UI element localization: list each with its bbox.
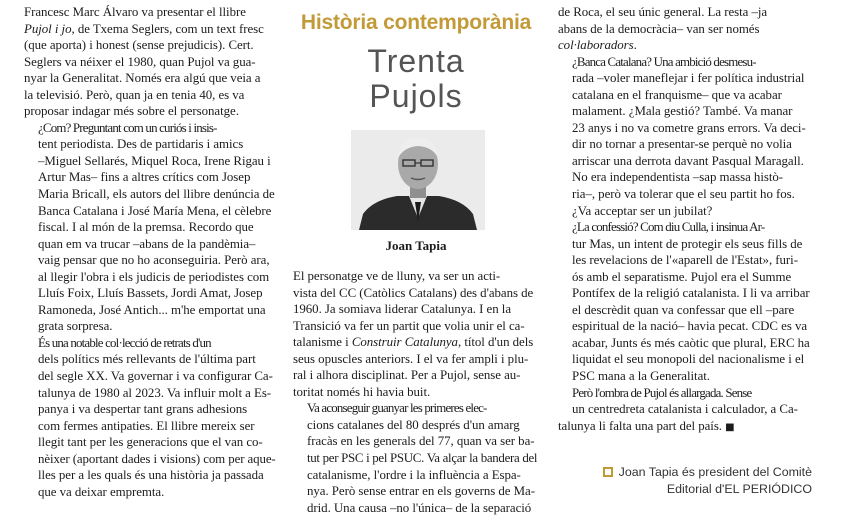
text-line: un centredreta catalanista i calculador, a Ca- [572, 402, 798, 417]
text-line: liquidat el seu monopoli del nacionalisme i el [572, 352, 805, 367]
headline-line-2: Pujols [369, 78, 463, 114]
text-line: acabar, Junts és més caòtic que plural, ERC ha [572, 335, 810, 350]
text-line: Francesc Marc Álvaro va presentar el llibre [24, 5, 246, 19]
author-footnote-line-1: Joan Tapia és president del Comitè [618, 465, 812, 479]
author-footnote-line-2: Editorial d'EL PERIÓDICO [666, 482, 812, 496]
text-line: talunya de 1980 al 2023. Va influir molt a Es- [38, 385, 272, 400]
text-line: ral i alhora disciplinat. Per a Pujol, sense au- [293, 368, 521, 383]
document-icon [603, 467, 613, 477]
text-line: PSC mana a la Generalitat. [572, 369, 710, 384]
text-line: Va aconseguir guanyar les primeres elec- [307, 401, 487, 416]
text-line: de Roca, el seu únic general. La resta –ja [558, 5, 768, 19]
text-line: dir no tornar a presentar-se perquè no volia [572, 137, 792, 152]
text-line: talanisme i Construir Catalunya, títol d'un dels [293, 335, 534, 350]
text-line: dels polítics més rellevants de l'última part [38, 352, 256, 367]
text-line: Pujol i jo, de Txema Seglers, com un text fresc [24, 21, 264, 36]
text-line: proposar indagar més sobre el personatge. [24, 104, 239, 119]
author-photo [351, 130, 485, 230]
author-byline: Joan Tapia [385, 238, 447, 253]
text-line: Transició va fer un partit que volia unir el ca- [293, 318, 525, 333]
text-line: la televisió. Però, quan ja en tenia 40, es va [24, 87, 245, 102]
text-line: panya i va despertar tant grans adhesions [38, 402, 248, 417]
text-line: Lluís Foix, Lluís Bassets, Jordi Amat, Josep [38, 286, 263, 301]
text-line: al llegir l'obra i els judicis de periodistes com [38, 269, 270, 284]
text-line: rada –voler maneflejar i fer política industrial [572, 71, 805, 86]
text-line: Artur Mas– fins a altres crítics com Josep [38, 170, 251, 185]
text-line: fracàs en les generals del 77, quan va ser ba- [307, 434, 535, 449]
author-footnote [600, 464, 812, 498]
article-column-left [24, 4, 276, 500]
text-line: vaig pensar que no ho aconseguiria. Però ara, [38, 253, 270, 268]
text-line: les revelacions de l'«aparell de l'Estat», furi- [572, 253, 798, 268]
text-line: arriscar una derrota davant Pasqual Maragall. [572, 153, 804, 168]
text-line: toritat només hi havia buit. [293, 384, 431, 399]
paragraph [558, 54, 820, 219]
text-line: tur Mas, un intent de protegir els seus fills de [572, 236, 803, 251]
text-line: ós amb el separatisme. Pujol era el Summe [572, 269, 792, 284]
end-of-article-mark: ■ [725, 421, 735, 433]
text-line: lles per a les quals és una història ja passada [38, 468, 264, 483]
text-line: 23 anys i no va cometre grans errors. Va deci- [572, 120, 806, 135]
paragraph [24, 335, 276, 500]
text-line: nya. Però sense entrar en els governs de Ma- [307, 484, 535, 499]
text-line: ¿Banca Catalana? Una ambició desmesu- [572, 54, 756, 69]
text-line: 1960. Ja somiava liderar Catalunya. I en la [293, 302, 511, 317]
text-line: com fermes antipaties. El llibre mereix ser [38, 418, 255, 433]
text-line: ¿Com? Preguntant com un curiós i insis- [38, 120, 217, 135]
headline-line-1: Trenta [367, 43, 465, 79]
text-line: (que aporta) i honest (sense prejudicis). Cert. [24, 38, 254, 53]
text-line: Banca Catalana i José María Mena, el cèlebre [38, 203, 272, 218]
paragraph [558, 4, 820, 54]
paragraph [293, 400, 538, 516]
text-line: grata sorpresa. [38, 319, 113, 334]
text-line: catalana en el franquisme– que va acabar [572, 87, 782, 102]
text-line: seus opuscles anteriors. I el va fer ampli i plu- [293, 351, 529, 366]
text-line: col·laboradors. [558, 38, 637, 53]
text-line: –Miguel Sellarés, Miquel Roca, Irene Rigau i [38, 153, 271, 168]
paragraph [558, 385, 820, 437]
text-line: És una notable col·lecció de retrats d'un [38, 335, 211, 350]
text-line: Però l'ombra de Pujol és allargada. Sense [572, 385, 752, 400]
text-line: ria–, però va tolerar que el seu partit ho fos. [572, 187, 795, 202]
text-line: No era independentista –sap massa histò- [572, 170, 783, 185]
text-line: tut per PSC i pel PSUC. Va alçar la bandera del [307, 451, 538, 466]
text-line: quan em va trucar –abans de la pandèmia– [38, 236, 256, 251]
text-line: ¿Va acceptar ser un jubilat? [572, 203, 713, 218]
text-line: talunya li falta una part del país. [558, 418, 722, 433]
text-line: tent periodista. Des de partidaris i amics [38, 137, 244, 152]
text-line: catalanisme, l'ordre i la influència a Espa- [307, 467, 521, 482]
text-line: cions catalanes del 80 després d'un amarg [307, 417, 520, 432]
text-line: que va deixar empremta. [38, 484, 165, 499]
text-line: ¿La confessió? Com diu Culla, i insinua Ar- [572, 220, 765, 235]
author-portrait [351, 130, 485, 230]
text-line: espiritual de la nació– havia pecat. CDC es va [572, 319, 808, 334]
text-line: vista del CC (Catòlics Catalans) des d'abans de [293, 285, 534, 300]
text-line: Ramoneda, José Antich... m'he emportat una [38, 302, 266, 317]
text-line: abans de la democràcia– van ser només [558, 21, 760, 36]
text-line: Seglers va néixer el 1980, quan Pujol va gua- [24, 54, 256, 69]
text-line: Pontífex de la religió catalanista. I li va arribar [572, 286, 810, 301]
text-line: del segle XX. Va governar i va configurar Ca- [38, 369, 273, 384]
text-line: drid. Una causa –no l'única– de la separació [307, 500, 532, 515]
text-line: el descrèdit quan va confessar que ell –pare [572, 302, 795, 317]
text-line: malament. ¿Mala gestió? També. Va manar [572, 104, 793, 119]
article-column-right [558, 4, 820, 436]
text-line: fiscal. I al món de la premsa. Recordo que [38, 220, 254, 235]
text-line: nèixer (aportant dades i visions) com per aque- [38, 451, 276, 466]
paragraph [558, 219, 820, 384]
paragraph [293, 268, 538, 400]
text-line: Maria Bricall, els autors del llibre denúncia de [38, 187, 275, 202]
paragraph [24, 120, 276, 335]
text-line: llegit tant per les generacions que el van co- [38, 435, 263, 450]
section-kicker: Història contemporània [300, 11, 532, 34]
headline [291, 44, 541, 114]
paragraph [24, 4, 276, 120]
text-line: El personatge ve de lluny, va ser un acti- [293, 269, 501, 283]
text-line: nyar la Generalitat. Només era algú que veia a [24, 71, 261, 86]
article-column-middle [293, 268, 538, 516]
